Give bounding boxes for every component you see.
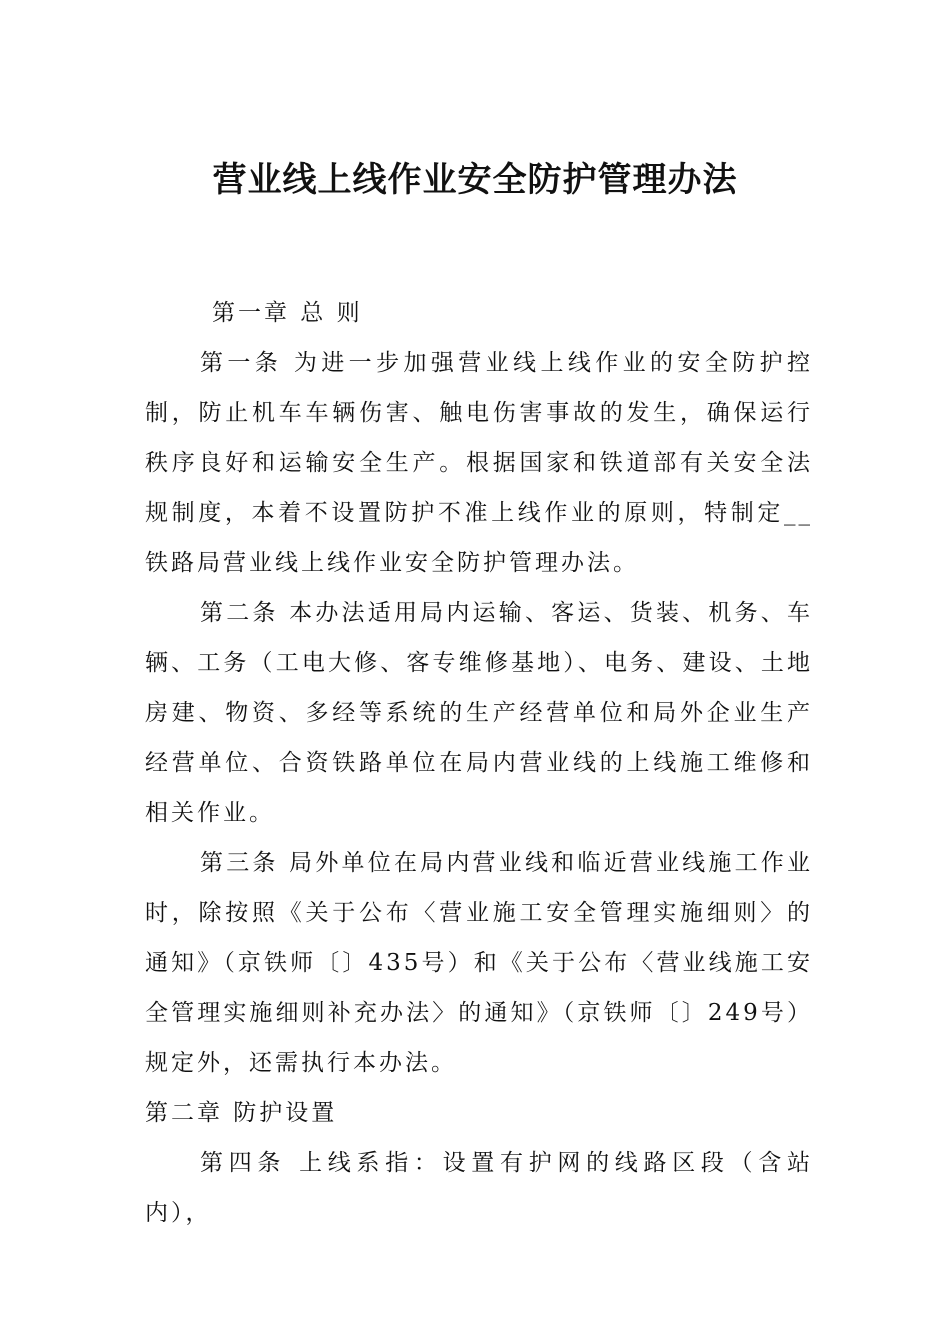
document-body	[145, 288, 813, 1238]
chapter-2-heading: 第二章 防护设置	[145, 1100, 338, 1126]
article-3: 第三条 局外单位在局内营业线和临近营业线施工作业时，除按照《关于公布〈营业施工安全管理实施细则〉的通知》（京铁师〔〕435号）和《关于公布〈营业线施工安全管理实施细则补充办法〉的通知》（京铁师〔〕249号）规定外，还需执行本办法。	[145, 850, 813, 1076]
document-title: 营业线上线作业安全防护管理办法	[212, 160, 738, 200]
chapter-1-heading: 第一章 总 则	[212, 300, 363, 326]
article-1: 第一条 为进一步加强营业线上线作业的安全防护控制，防止机车车辆伤害、触电伤害事故的发生，确保运行秩序良好和运输安全生产。根据国家和铁道部有关安全法规制度，本着不设置防护不准上线作业的原则，特制定__铁路局营业线上线作业安全防护管理办法。	[145, 350, 813, 576]
article-2: 第二条 本办法适用局内运输、客运、货装、机务、车辆、工务（工电大修、客专维修基地）、电务、建设、土地房建、物资、多经等系统的生产经营单位和局外企业生产经营单位、合资铁路单位在局内营业线的上线施工维修和相关作业。	[145, 600, 813, 826]
article-4: 第四条 上线系指：设置有护网的线路区段（含站内），	[145, 1150, 813, 1226]
